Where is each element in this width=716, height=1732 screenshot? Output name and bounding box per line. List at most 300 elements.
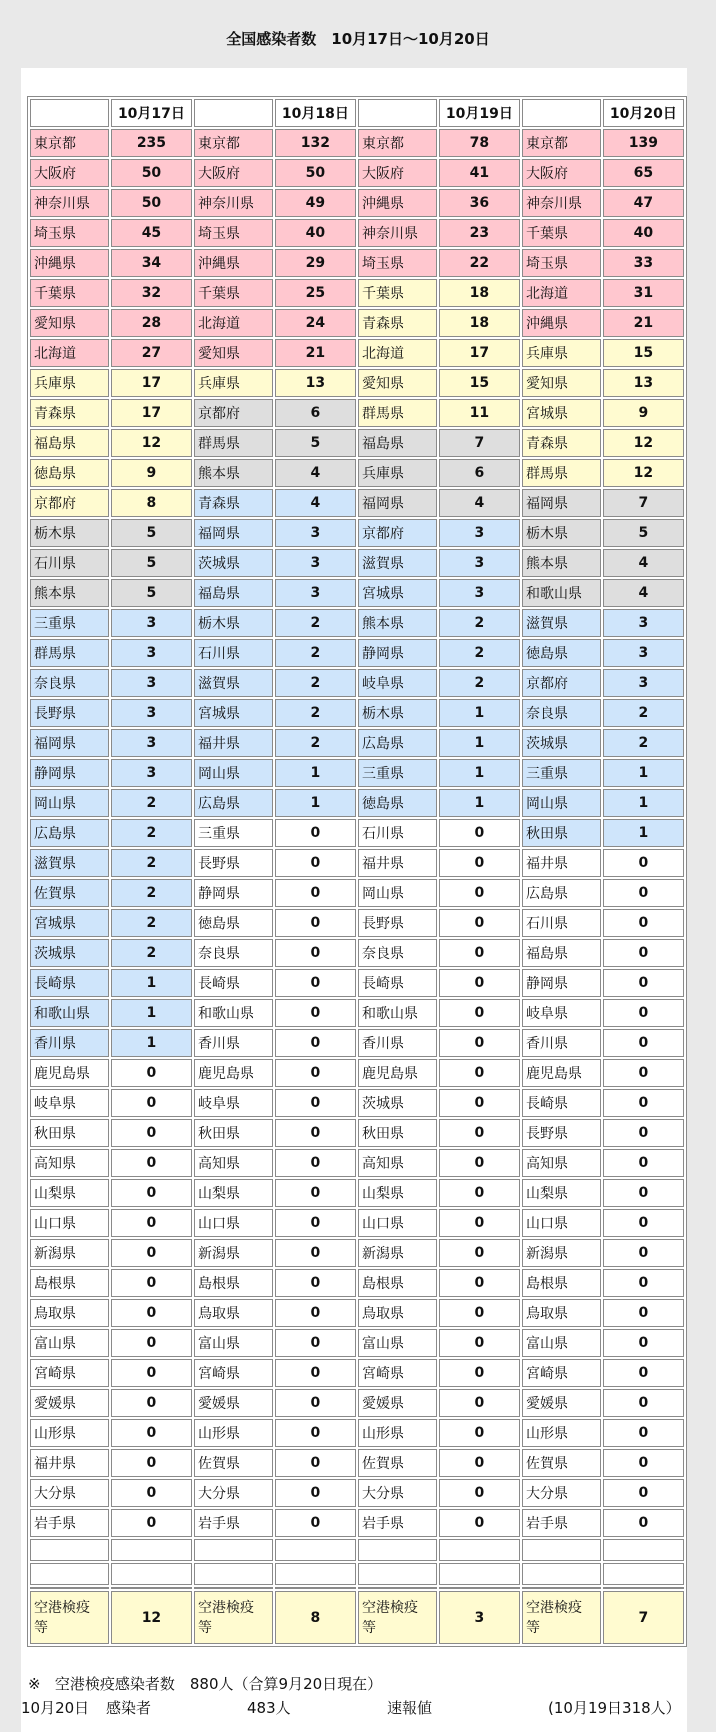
prefecture-cell: 北海道	[522, 279, 601, 307]
count-cell: 15	[603, 339, 684, 367]
count-cell: 2	[111, 819, 192, 847]
count-cell: 0	[603, 1089, 684, 1117]
prefecture-cell: 沖縄県	[30, 249, 109, 277]
prefecture-cell: 秋田県	[358, 1119, 437, 1147]
prefecture-cell: 千葉県	[194, 279, 273, 307]
prefecture-cell: 長崎県	[194, 969, 273, 997]
count-cell: 27	[111, 339, 192, 367]
table-row	[30, 699, 684, 727]
count-cell: 132	[275, 129, 356, 157]
prefecture-cell: 佐賀県	[358, 1449, 437, 1477]
count-cell: 65	[603, 159, 684, 187]
count-cell: 3	[111, 609, 192, 637]
prefecture-cell: 山口県	[522, 1209, 601, 1237]
count-cell: 0	[439, 819, 520, 847]
table-row	[30, 1269, 684, 1297]
count-cell: 24	[275, 309, 356, 337]
prefecture-cell: 岡山県	[30, 789, 109, 817]
count-cell: 0	[439, 999, 520, 1027]
count-cell: 0	[603, 1239, 684, 1267]
count-cell: 47	[603, 189, 684, 217]
count-cell: 0	[111, 1209, 192, 1237]
prefecture-cell: 香川県	[522, 1029, 601, 1057]
prefecture-cell: 徳島県	[194, 909, 273, 937]
prefecture-cell: 鹿児島県	[194, 1059, 273, 1087]
header-blank-cell	[358, 99, 437, 127]
blank-cell	[358, 1539, 437, 1561]
table-row	[30, 789, 684, 817]
prefecture-cell: 大阪府	[194, 159, 273, 187]
count-cell: 11	[439, 399, 520, 427]
blank-cell	[111, 1539, 192, 1561]
prefecture-cell: 広島県	[358, 729, 437, 757]
prefecture-cell: 大阪府	[358, 159, 437, 187]
count-cell: 0	[275, 1029, 356, 1057]
table-row	[30, 759, 684, 787]
airport-count-cell: 7	[603, 1591, 684, 1644]
prefecture-cell: 茨城県	[30, 939, 109, 967]
prefecture-cell: 愛知県	[194, 339, 273, 367]
prefecture-cell: 福島県	[358, 429, 437, 457]
airport-count-cell: 3	[439, 1591, 520, 1644]
count-cell: 0	[275, 1209, 356, 1237]
prefecture-cell: 新潟県	[358, 1239, 437, 1267]
count-cell: 0	[439, 1479, 520, 1507]
count-cell: 1	[111, 969, 192, 997]
table-row	[30, 369, 684, 397]
prefecture-cell: 大分県	[30, 1479, 109, 1507]
separator-cell	[439, 1587, 520, 1589]
table-row	[30, 639, 684, 667]
count-cell: 1	[275, 759, 356, 787]
prefecture-cell: 茨城県	[522, 729, 601, 757]
prefecture-cell: 福井県	[358, 849, 437, 877]
prefecture-cell: 栃木県	[194, 609, 273, 637]
prefecture-cell: 北海道	[30, 339, 109, 367]
prefecture-cell: 愛知県	[358, 369, 437, 397]
blank-cell	[603, 1563, 684, 1585]
count-cell: 40	[603, 219, 684, 247]
separator-cell	[30, 1587, 109, 1589]
count-cell: 78	[439, 129, 520, 157]
blank-cell	[30, 1539, 109, 1561]
count-cell: 31	[603, 279, 684, 307]
table-row	[30, 1419, 684, 1447]
prefecture-cell: 東京都	[358, 129, 437, 157]
table-row	[30, 1479, 684, 1507]
prefecture-cell: 岐阜県	[522, 999, 601, 1027]
count-cell: 12	[603, 459, 684, 487]
count-cell: 0	[603, 1179, 684, 1207]
count-cell: 36	[439, 189, 520, 217]
count-cell: 5	[111, 579, 192, 607]
count-cell: 235	[111, 129, 192, 157]
count-cell: 3	[603, 639, 684, 667]
prefecture-cell: 静岡県	[30, 759, 109, 787]
count-cell: 3	[439, 519, 520, 547]
count-cell: 29	[275, 249, 356, 277]
table-row	[30, 189, 684, 217]
count-cell: 0	[275, 1389, 356, 1417]
table-row	[30, 849, 684, 877]
prefecture-cell: 石川県	[522, 909, 601, 937]
count-cell: 0	[275, 1089, 356, 1117]
count-cell: 13	[275, 369, 356, 397]
table-row	[30, 1119, 684, 1147]
count-cell: 0	[439, 1029, 520, 1057]
count-cell: 0	[439, 879, 520, 907]
count-cell: 1	[439, 729, 520, 757]
table-row	[30, 1239, 684, 1267]
count-cell: 3	[111, 759, 192, 787]
prefecture-cell: 兵庫県	[522, 339, 601, 367]
prefecture-cell: 和歌山県	[358, 999, 437, 1027]
count-cell: 0	[603, 1329, 684, 1357]
count-cell: 0	[603, 1389, 684, 1417]
count-cell: 3	[603, 669, 684, 697]
count-cell: 17	[111, 399, 192, 427]
table-row	[30, 1059, 684, 1087]
prefecture-cell: 福岡県	[30, 729, 109, 757]
count-cell: 0	[439, 1209, 520, 1237]
prefecture-cell: 静岡県	[522, 969, 601, 997]
prefecture-cell: 神奈川県	[358, 219, 437, 247]
prefecture-cell: 滋賀県	[358, 549, 437, 577]
count-cell: 0	[603, 1269, 684, 1297]
count-cell: 8	[111, 489, 192, 517]
prefecture-cell: 宮崎県	[522, 1359, 601, 1387]
count-cell: 7	[603, 489, 684, 517]
prefecture-cell: 山形県	[522, 1419, 601, 1447]
blank-cell	[275, 1539, 356, 1561]
blank-cell	[30, 1563, 109, 1585]
prefecture-cell: 岡山県	[194, 759, 273, 787]
prefecture-cell: 長崎県	[522, 1089, 601, 1117]
prefecture-cell: 神奈川県	[30, 189, 109, 217]
count-cell: 0	[439, 939, 520, 967]
table-row	[30, 1329, 684, 1357]
prefecture-cell: 千葉県	[358, 279, 437, 307]
prefecture-cell: 奈良県	[358, 939, 437, 967]
prefecture-cell: 秋田県	[522, 819, 601, 847]
count-cell: 0	[603, 849, 684, 877]
blank-row	[30, 1563, 684, 1585]
count-cell: 0	[603, 1029, 684, 1057]
count-cell: 32	[111, 279, 192, 307]
count-cell: 50	[275, 159, 356, 187]
count-cell: 0	[439, 1329, 520, 1357]
prefecture-cell: 富山県	[194, 1329, 273, 1357]
count-cell: 0	[439, 1239, 520, 1267]
prefecture-cell: 岩手県	[194, 1509, 273, 1537]
prefecture-cell: 徳島県	[522, 639, 601, 667]
separator-cell	[522, 1587, 601, 1589]
prefecture-cell: 茨城県	[194, 549, 273, 577]
count-cell: 49	[275, 189, 356, 217]
prefecture-cell: 福島県	[522, 939, 601, 967]
prefecture-cell: 熊本県	[522, 549, 601, 577]
prefecture-cell: 香川県	[30, 1029, 109, 1057]
prefecture-cell: 愛知県	[522, 369, 601, 397]
count-cell: 2	[275, 699, 356, 727]
prefecture-cell: 秋田県	[30, 1119, 109, 1147]
prefecture-cell: 山口県	[30, 1209, 109, 1237]
count-cell: 0	[603, 1299, 684, 1327]
footer-count: 483人	[247, 1699, 291, 1717]
prefecture-cell: 山梨県	[194, 1179, 273, 1207]
count-cell: 0	[275, 939, 356, 967]
table-row	[30, 309, 684, 337]
airport-label-line2: 等	[361, 1619, 376, 1636]
airport-count-cell: 8	[275, 1591, 356, 1644]
prefecture-cell: 和歌山県	[522, 579, 601, 607]
count-cell: 0	[275, 969, 356, 997]
table-row	[30, 1389, 684, 1417]
date-header: 10月18日	[275, 99, 356, 127]
prefecture-cell: 広島県	[30, 819, 109, 847]
count-cell: 7	[439, 429, 520, 457]
count-cell: 0	[275, 1149, 356, 1177]
table-row	[30, 129, 684, 157]
prefecture-cell: 東京都	[522, 129, 601, 157]
count-cell: 0	[603, 999, 684, 1027]
table-row	[30, 669, 684, 697]
table-row	[30, 519, 684, 547]
airport-label-line2: 等	[525, 1619, 540, 1636]
prefecture-cell: 福井県	[522, 849, 601, 877]
table-row	[30, 249, 684, 277]
prefecture-cell: 福井県	[30, 1449, 109, 1477]
prefecture-cell: 新潟県	[30, 1239, 109, 1267]
prefecture-cell: 兵庫県	[194, 369, 273, 397]
count-cell: 2	[275, 609, 356, 637]
prefecture-cell: 山形県	[30, 1419, 109, 1447]
count-cell: 0	[275, 1449, 356, 1477]
count-cell: 0	[111, 1479, 192, 1507]
prefecture-cell: 神奈川県	[522, 189, 601, 217]
prefecture-cell: 福岡県	[358, 489, 437, 517]
count-cell: 34	[111, 249, 192, 277]
prefecture-cell: 滋賀県	[194, 669, 273, 697]
prefecture-cell: 山梨県	[522, 1179, 601, 1207]
prefecture-cell: 岐阜県	[358, 669, 437, 697]
footer-status: 速報値	[387, 1699, 433, 1717]
airport-label-line1: 空港検疫	[34, 1599, 90, 1616]
table-row	[30, 1029, 684, 1057]
prefecture-cell: 群馬県	[358, 399, 437, 427]
airport-label-line2: 等	[197, 1619, 212, 1636]
count-cell: 0	[439, 1059, 520, 1087]
blank-cell	[111, 1563, 192, 1585]
blank-cell	[439, 1539, 520, 1561]
prefecture-cell: 愛知県	[30, 309, 109, 337]
separator-cell	[194, 1587, 273, 1589]
prefecture-cell: 島根県	[30, 1269, 109, 1297]
prefecture-cell: 富山県	[30, 1329, 109, 1357]
prefecture-cell: 佐賀県	[522, 1449, 601, 1477]
count-cell: 0	[603, 1209, 684, 1237]
table-row	[30, 399, 684, 427]
prefecture-cell: 長野県	[30, 699, 109, 727]
prefecture-cell: 高知県	[30, 1149, 109, 1177]
count-cell: 50	[111, 189, 192, 217]
count-cell: 17	[111, 369, 192, 397]
prefecture-cell: 長野県	[522, 1119, 601, 1147]
count-cell: 2	[111, 789, 192, 817]
count-cell: 5	[111, 549, 192, 577]
prefecture-cell: 山梨県	[30, 1179, 109, 1207]
airport-label-line2: 等	[34, 1619, 48, 1636]
count-cell: 2	[111, 879, 192, 907]
prefecture-cell: 富山県	[358, 1329, 437, 1357]
count-cell: 0	[111, 1509, 192, 1537]
count-cell: 40	[275, 219, 356, 247]
table-row	[30, 1299, 684, 1327]
count-cell: 0	[603, 1149, 684, 1177]
infections-table	[27, 96, 687, 1647]
table-row	[30, 549, 684, 577]
blank-row	[30, 1539, 684, 1561]
count-cell: 0	[111, 1299, 192, 1327]
count-cell: 1	[111, 999, 192, 1027]
prefecture-cell: 香川県	[194, 1029, 273, 1057]
count-cell: 0	[111, 1269, 192, 1297]
count-cell: 0	[111, 1329, 192, 1357]
table-row	[30, 819, 684, 847]
table-row	[30, 939, 684, 967]
prefecture-cell: 三重県	[194, 819, 273, 847]
count-cell: 0	[275, 1509, 356, 1537]
count-cell: 0	[439, 1269, 520, 1297]
count-cell: 28	[111, 309, 192, 337]
count-cell: 3	[111, 639, 192, 667]
footer-previous: (10月19日318人）	[548, 1699, 681, 1717]
prefecture-cell: 山梨県	[358, 1179, 437, 1207]
count-cell: 0	[275, 1419, 356, 1447]
count-cell: 15	[439, 369, 520, 397]
prefecture-cell: 大分県	[358, 1479, 437, 1507]
table-row	[30, 879, 684, 907]
count-cell: 18	[439, 309, 520, 337]
header-blank-cell	[30, 99, 109, 127]
count-cell: 5	[603, 519, 684, 547]
prefecture-cell: 熊本県	[194, 459, 273, 487]
blank-cell	[194, 1539, 273, 1561]
count-cell: 0	[275, 1269, 356, 1297]
count-cell: 9	[111, 459, 192, 487]
count-cell: 0	[439, 1119, 520, 1147]
prefecture-cell: 島根県	[194, 1269, 273, 1297]
count-cell: 6	[275, 399, 356, 427]
footer-date: 10月20日	[21, 1699, 90, 1717]
table-row	[30, 219, 684, 247]
prefecture-cell: 山口県	[194, 1209, 273, 1237]
prefecture-cell: 新潟県	[194, 1239, 273, 1267]
count-cell: 3	[439, 579, 520, 607]
prefecture-cell: 宮城県	[194, 699, 273, 727]
count-cell: 0	[275, 849, 356, 877]
count-cell: 6	[439, 459, 520, 487]
prefecture-cell: 石川県	[358, 819, 437, 847]
prefecture-cell: 京都府	[522, 669, 601, 697]
count-cell: 0	[111, 1119, 192, 1147]
count-cell: 1	[275, 789, 356, 817]
table-row	[30, 429, 684, 457]
separator-cell	[275, 1587, 356, 1589]
prefecture-cell: 静岡県	[194, 879, 273, 907]
prefecture-cell: 徳島県	[30, 459, 109, 487]
table-row	[30, 489, 684, 517]
prefecture-cell: 千葉県	[522, 219, 601, 247]
table-row	[30, 279, 684, 307]
prefecture-cell: 静岡県	[358, 639, 437, 667]
prefecture-cell: 佐賀県	[194, 1449, 273, 1477]
count-cell: 0	[111, 1059, 192, 1087]
count-cell: 0	[439, 1509, 520, 1537]
prefecture-cell: 宮崎県	[358, 1359, 437, 1387]
prefecture-cell: 長崎県	[358, 969, 437, 997]
blank-cell	[439, 1563, 520, 1585]
table-row	[30, 1179, 684, 1207]
prefecture-cell: 千葉県	[30, 279, 109, 307]
prefecture-cell: 神奈川県	[194, 189, 273, 217]
prefecture-cell: 奈良県	[522, 699, 601, 727]
count-cell: 0	[275, 1059, 356, 1087]
count-cell: 0	[603, 969, 684, 997]
count-cell: 3	[439, 549, 520, 577]
prefecture-cell: 山形県	[358, 1419, 437, 1447]
count-cell: 0	[439, 1449, 520, 1477]
count-cell: 0	[439, 1089, 520, 1117]
count-cell: 4	[275, 489, 356, 517]
prefecture-cell: 三重県	[522, 759, 601, 787]
prefecture-cell: 京都府	[30, 489, 109, 517]
prefecture-cell: 鹿児島県	[358, 1059, 437, 1087]
prefecture-cell: 大阪府	[30, 159, 109, 187]
note-mark: ※	[28, 1675, 41, 1693]
count-cell: 2	[111, 849, 192, 877]
count-cell: 0	[275, 999, 356, 1027]
prefecture-cell: 福岡県	[522, 489, 601, 517]
count-cell: 0	[275, 1179, 356, 1207]
count-cell: 0	[275, 1299, 356, 1327]
prefecture-cell: 長野県	[194, 849, 273, 877]
count-cell: 0	[439, 849, 520, 877]
prefecture-cell: 京都府	[358, 519, 437, 547]
count-cell: 0	[275, 1329, 356, 1357]
prefecture-cell: 青森県	[522, 429, 601, 457]
prefecture-cell: 鹿児島県	[522, 1059, 601, 1087]
count-cell: 2	[275, 669, 356, 697]
page-title: 全国感染者数 10月17日～10月20日	[226, 30, 490, 48]
count-cell: 17	[439, 339, 520, 367]
prefecture-cell: 愛媛県	[358, 1389, 437, 1417]
airport-label-cell	[522, 1591, 601, 1644]
prefecture-cell: 青森県	[194, 489, 273, 517]
prefecture-cell: 長野県	[358, 909, 437, 937]
prefecture-cell: 愛媛県	[30, 1389, 109, 1417]
count-cell: 2	[603, 729, 684, 757]
content-panel	[21, 68, 687, 1732]
table-row	[30, 909, 684, 937]
count-cell: 0	[603, 939, 684, 967]
count-cell: 0	[111, 1389, 192, 1417]
prefecture-cell: 岐阜県	[194, 1089, 273, 1117]
prefecture-cell: 岩手県	[522, 1509, 601, 1537]
prefecture-cell: 新潟県	[522, 1239, 601, 1267]
prefecture-cell: 青森県	[30, 399, 109, 427]
airport-label-line1: 空港検疫	[197, 1599, 254, 1616]
